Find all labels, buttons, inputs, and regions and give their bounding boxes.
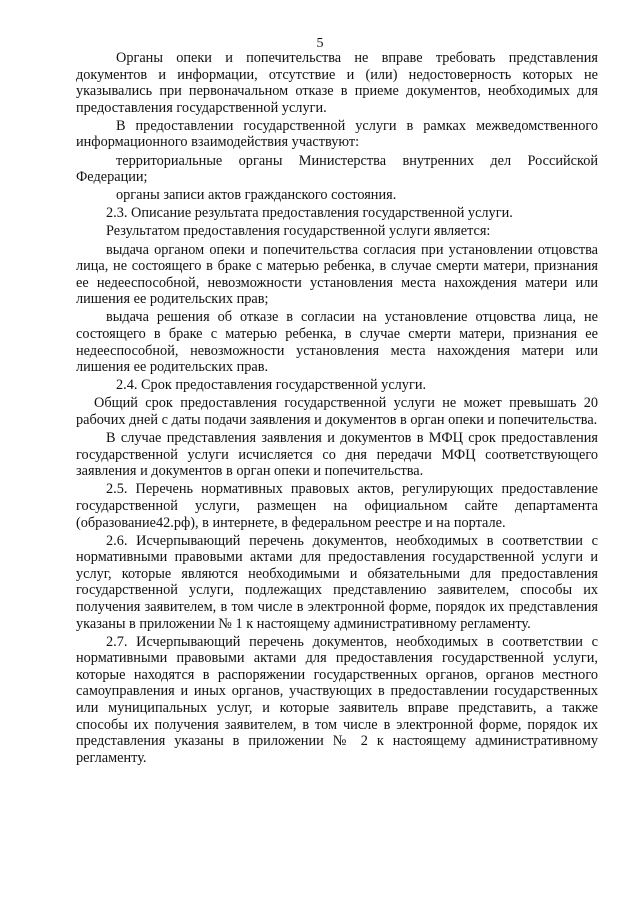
paragraph-result-refusal: выдача решения об отказе в согласии на установление отцовства лица, не состоящего в браке с матерью ребенка, в случае смерти матери, признания ее недееспособной, невозможности установления места нахождения матери или лишения ее родительских прав.	[76, 309, 598, 376]
page-number: 5	[316, 36, 324, 51]
document-body	[76, 50, 598, 768]
paragraph-civil-registry: органы записи актов гражданского состояния.	[116, 187, 397, 204]
section-2-3-heading: 2.3. Описание результата предоставления государственной услуги.	[106, 205, 513, 222]
paragraph-authority-restrictions: Органы опеки и попечительства не вправе требовать представления документов и информации, отсутствие и (или) недостоверность которых не указывались при первоначальном отказе в приеме документов, необходимых для предоставления государственной услуги.	[76, 50, 598, 116]
paragraph-total-term: Общий срок предоставления государственной услуги не может превышать 20 рабочих дней с даты подачи заявления и документов в орган опеки и попечительства.	[76, 395, 598, 428]
paragraph-mvd-bodies: территориальные органы Министерства внутренних дел Российской Федерации;	[76, 152, 598, 186]
paragraph-result-consent: выдача органом опеки и попечительства согласия при установлении отцовства лица, не состоящего в браке с матерью ребенка, в случае смерти матери, признания ее недееспособной, невозможности установления места нахождения матери или лишения ее родительских прав;	[76, 241, 598, 308]
section-2-6-documents-list: 2.6. Исчерпывающий перечень документов, необходимых в соответствии с нормативными правовыми актами для предоставления государственной услуги и услуг, которые являются необходимыми и обязательными для предоставления государственной услуги, подлежащих представлению заявителем, способы их получения заявителем, в том числе в электронной форме, порядок их представления указаны в приложении № 1 к настоящему административному регламенту.	[76, 532, 598, 632]
section-2-4-heading: 2.4. Срок предоставления государственной услуги.	[116, 377, 427, 394]
paragraph-result-intro: Результатом предоставления государственной услуги является:	[106, 223, 491, 240]
section-2-5-regulations: 2.5. Перечень нормативных правовых актов, регулирующих предоставление государственной услуги, размещен на официальном сайте департамента (образование42.рф), в интернете, в федеральном реестре и на портале.	[76, 481, 598, 531]
paragraph-interagency-participants: В предоставлении государственной услуги в рамках межведомственного информационного взаимодействия участвуют:	[76, 117, 598, 151]
paragraph-mfc-term: В случае представления заявления и документов в МФЦ срок предоставления государственной услуги исчисляется со дня передачи МФЦ соответствующего заявления и документов в орган опеки и попечительства.	[76, 430, 598, 480]
section-2-7-documents-list: 2.7. Исчерпывающий перечень документов, необходимых в соответствии с нормативными правовыми актами для предоставления государственной услуги, которые находятся в распоряжении государственных органов, органов местного самоуправления и иных органов, участвующих в предоставлении государственных или муниципальных услуг, и которые заявитель вправе представить, а также способы их получения заявителем, в том числе в электронной форме, порядок их представления указаны в приложении № 2 к настоящему административному регламенту.	[76, 633, 598, 766]
